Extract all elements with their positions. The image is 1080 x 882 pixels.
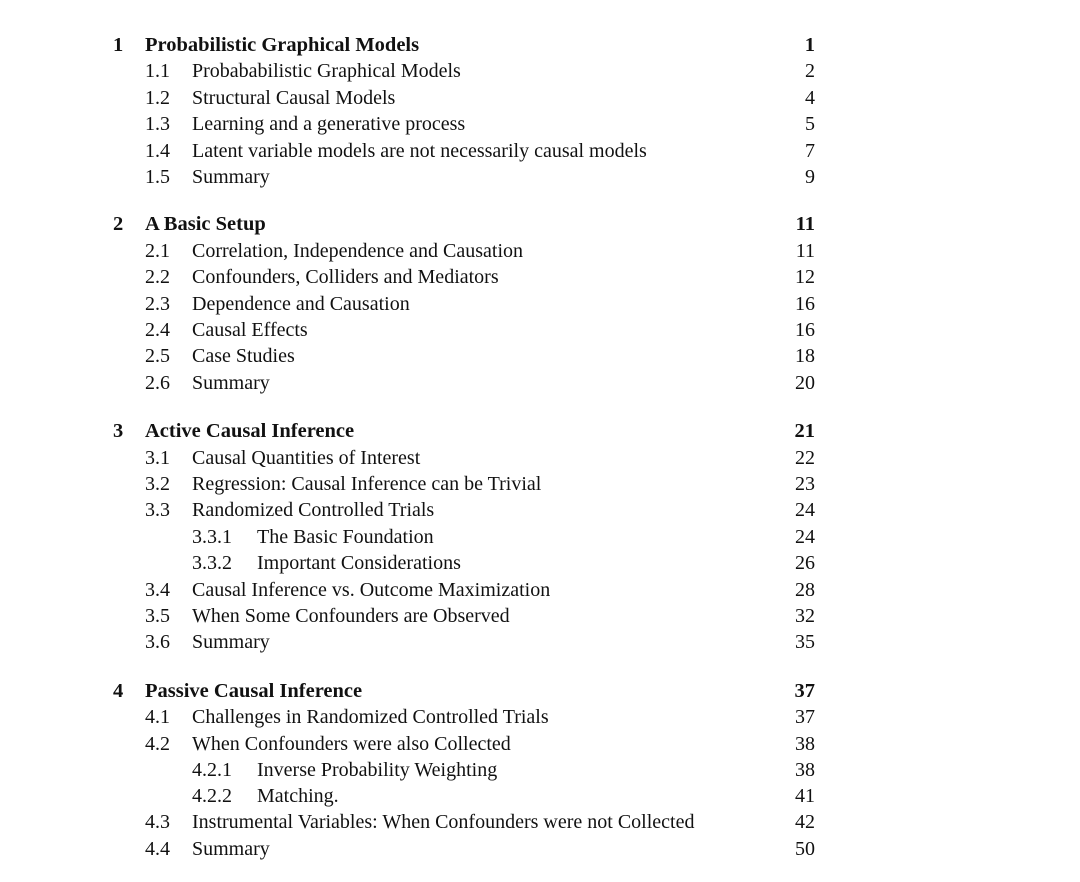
subsection-title: The Basic Foundation — [257, 523, 440, 551]
section-number: 2.6 — [145, 372, 170, 394]
section-title: Summary — [192, 628, 276, 656]
section-number: 2.1 — [145, 240, 170, 262]
section-title: Correlation, Independence and Causation — [192, 237, 529, 265]
section-page: 24 — [789, 496, 815, 524]
toc-section[interactable] — [0, 808, 1080, 836]
section-page: 16 — [789, 316, 815, 344]
subsection-number: 3.3.2 — [192, 552, 232, 574]
subsection-page: 24 — [789, 523, 815, 551]
toc-section[interactable] — [0, 237, 1080, 265]
section-title: Dependence and Causation — [192, 290, 416, 318]
section-page: 5 — [799, 110, 815, 138]
subsection-page: 38 — [789, 756, 815, 784]
subsection-title: Inverse Probability Weighting — [257, 756, 503, 784]
chapter-page: 37 — [794, 680, 815, 702]
toc-subsection[interactable] — [0, 782, 1080, 810]
toc-section[interactable] — [0, 444, 1080, 472]
subsection-number: 4.2.1 — [192, 759, 232, 781]
subsection-page: 41 — [789, 782, 815, 810]
toc-chapter[interactable] — [0, 677, 1080, 705]
section-number: 3.4 — [145, 579, 170, 601]
section-number: 1.3 — [145, 113, 170, 135]
section-title: Case Studies — [192, 342, 301, 370]
subsection-number: 4.2.2 — [192, 785, 232, 807]
toc-section[interactable] — [0, 163, 1080, 191]
subsection-page: 26 — [789, 549, 815, 577]
section-page: 23 — [789, 470, 815, 498]
chapter-page: 1 — [804, 34, 815, 56]
toc-chapter[interactable] — [0, 31, 1080, 59]
section-title: Regression: Causal Inference can be Trivial — [192, 470, 547, 498]
section-number: 4.1 — [145, 706, 170, 728]
section-title: When Some Confounders are Observed — [192, 602, 516, 630]
toc-subsection[interactable] — [0, 549, 1080, 577]
section-number: 4.2 — [145, 733, 170, 755]
section-title: Confounders, Colliders and Mediators — [192, 263, 505, 291]
section-page: 9 — [799, 163, 815, 191]
section-title: Causal Effects — [192, 316, 314, 344]
chapter-number: 1 — [113, 34, 124, 56]
toc-section[interactable] — [0, 835, 1080, 863]
toc-section[interactable] — [0, 110, 1080, 138]
chapter-title: Passive Causal Inference — [145, 680, 363, 702]
section-page: 35 — [789, 628, 815, 656]
subsection-number: 3.3.1 — [192, 526, 232, 548]
toc-section[interactable] — [0, 290, 1080, 318]
toc-section[interactable] — [0, 369, 1080, 397]
section-page: 16 — [789, 290, 815, 318]
section-title: Learning and a generative process — [192, 110, 471, 138]
section-page: 32 — [789, 602, 815, 630]
section-page: 11 — [790, 237, 815, 265]
section-page: 42 — [789, 808, 815, 836]
section-page: 18 — [789, 342, 815, 370]
toc-section[interactable] — [0, 703, 1080, 731]
chapter-title: A Basic Setup — [145, 213, 266, 235]
section-title: Instrumental Variables: When Confounders were not Collected — [192, 808, 700, 836]
section-title: Randomized Controlled Trials — [192, 496, 440, 524]
section-number: 1.1 — [145, 60, 170, 82]
toc-section[interactable] — [0, 496, 1080, 524]
section-title: When Confounders were also Collected — [192, 730, 517, 758]
toc-chapter[interactable] — [0, 210, 1080, 238]
section-page: 20 — [789, 369, 815, 397]
section-number: 2.4 — [145, 319, 170, 341]
subsection-title: Important Considerations — [257, 549, 467, 577]
section-number: 3.3 — [145, 499, 170, 521]
section-page: 38 — [789, 730, 815, 758]
section-title: Structural Causal Models — [192, 84, 401, 112]
toc-section[interactable] — [0, 316, 1080, 344]
toc-section[interactable] — [0, 137, 1080, 165]
chapter-number: 3 — [113, 420, 124, 442]
section-page: 37 — [789, 703, 815, 731]
section-number: 3.6 — [145, 631, 170, 653]
toc-section[interactable] — [0, 730, 1080, 758]
toc-section[interactable] — [0, 470, 1080, 498]
section-number: 2.5 — [145, 345, 170, 367]
section-page: 4 — [799, 84, 815, 112]
section-number: 2.3 — [145, 293, 170, 315]
section-title: Challenges in Randomized Controlled Trials — [192, 703, 555, 731]
section-number: 1.4 — [145, 140, 170, 162]
section-title: Summary — [192, 163, 276, 191]
toc-section[interactable] — [0, 263, 1080, 291]
section-number: 1.5 — [145, 166, 170, 188]
toc-section[interactable] — [0, 628, 1080, 656]
section-page: 28 — [789, 576, 815, 604]
toc-subsection[interactable] — [0, 523, 1080, 551]
chapter-title: Probabilistic Graphical Models — [145, 34, 420, 56]
section-title: Summary — [192, 835, 276, 863]
toc-section[interactable] — [0, 576, 1080, 604]
chapter-number: 2 — [113, 213, 124, 235]
toc-section[interactable] — [0, 602, 1080, 630]
section-title: Probababilistic Graphical Models — [192, 57, 467, 85]
toc-section[interactable] — [0, 84, 1080, 112]
chapter-page: 11 — [795, 213, 815, 235]
section-page: 12 — [789, 263, 815, 291]
section-page: 7 — [799, 137, 815, 165]
toc-chapter[interactable] — [0, 417, 1080, 445]
section-number: 2.2 — [145, 266, 170, 288]
subsection-title: Matching. — [257, 782, 345, 810]
section-number: 3.2 — [145, 473, 170, 495]
section-title: Latent variable models are not necessarily causal models — [192, 137, 653, 165]
section-page: 2 — [799, 57, 815, 85]
toc-section[interactable] — [0, 57, 1080, 85]
section-title: Causal Inference vs. Outcome Maximization — [192, 576, 556, 604]
toc-subsection[interactable] — [0, 756, 1080, 784]
section-number: 3.1 — [145, 447, 170, 469]
chapter-number: 4 — [113, 680, 124, 702]
section-number: 4.4 — [145, 838, 170, 860]
section-title: Causal Quantities of Interest — [192, 444, 426, 472]
section-number: 1.2 — [145, 87, 170, 109]
section-title: Summary — [192, 369, 276, 397]
section-page: 22 — [789, 444, 815, 472]
toc-section[interactable] — [0, 342, 1080, 370]
section-number: 4.3 — [145, 811, 170, 833]
chapter-page: 21 — [794, 420, 815, 442]
chapter-title: Active Causal Inference — [145, 420, 355, 442]
section-page: 50 — [789, 835, 815, 863]
section-number: 3.5 — [145, 605, 170, 627]
